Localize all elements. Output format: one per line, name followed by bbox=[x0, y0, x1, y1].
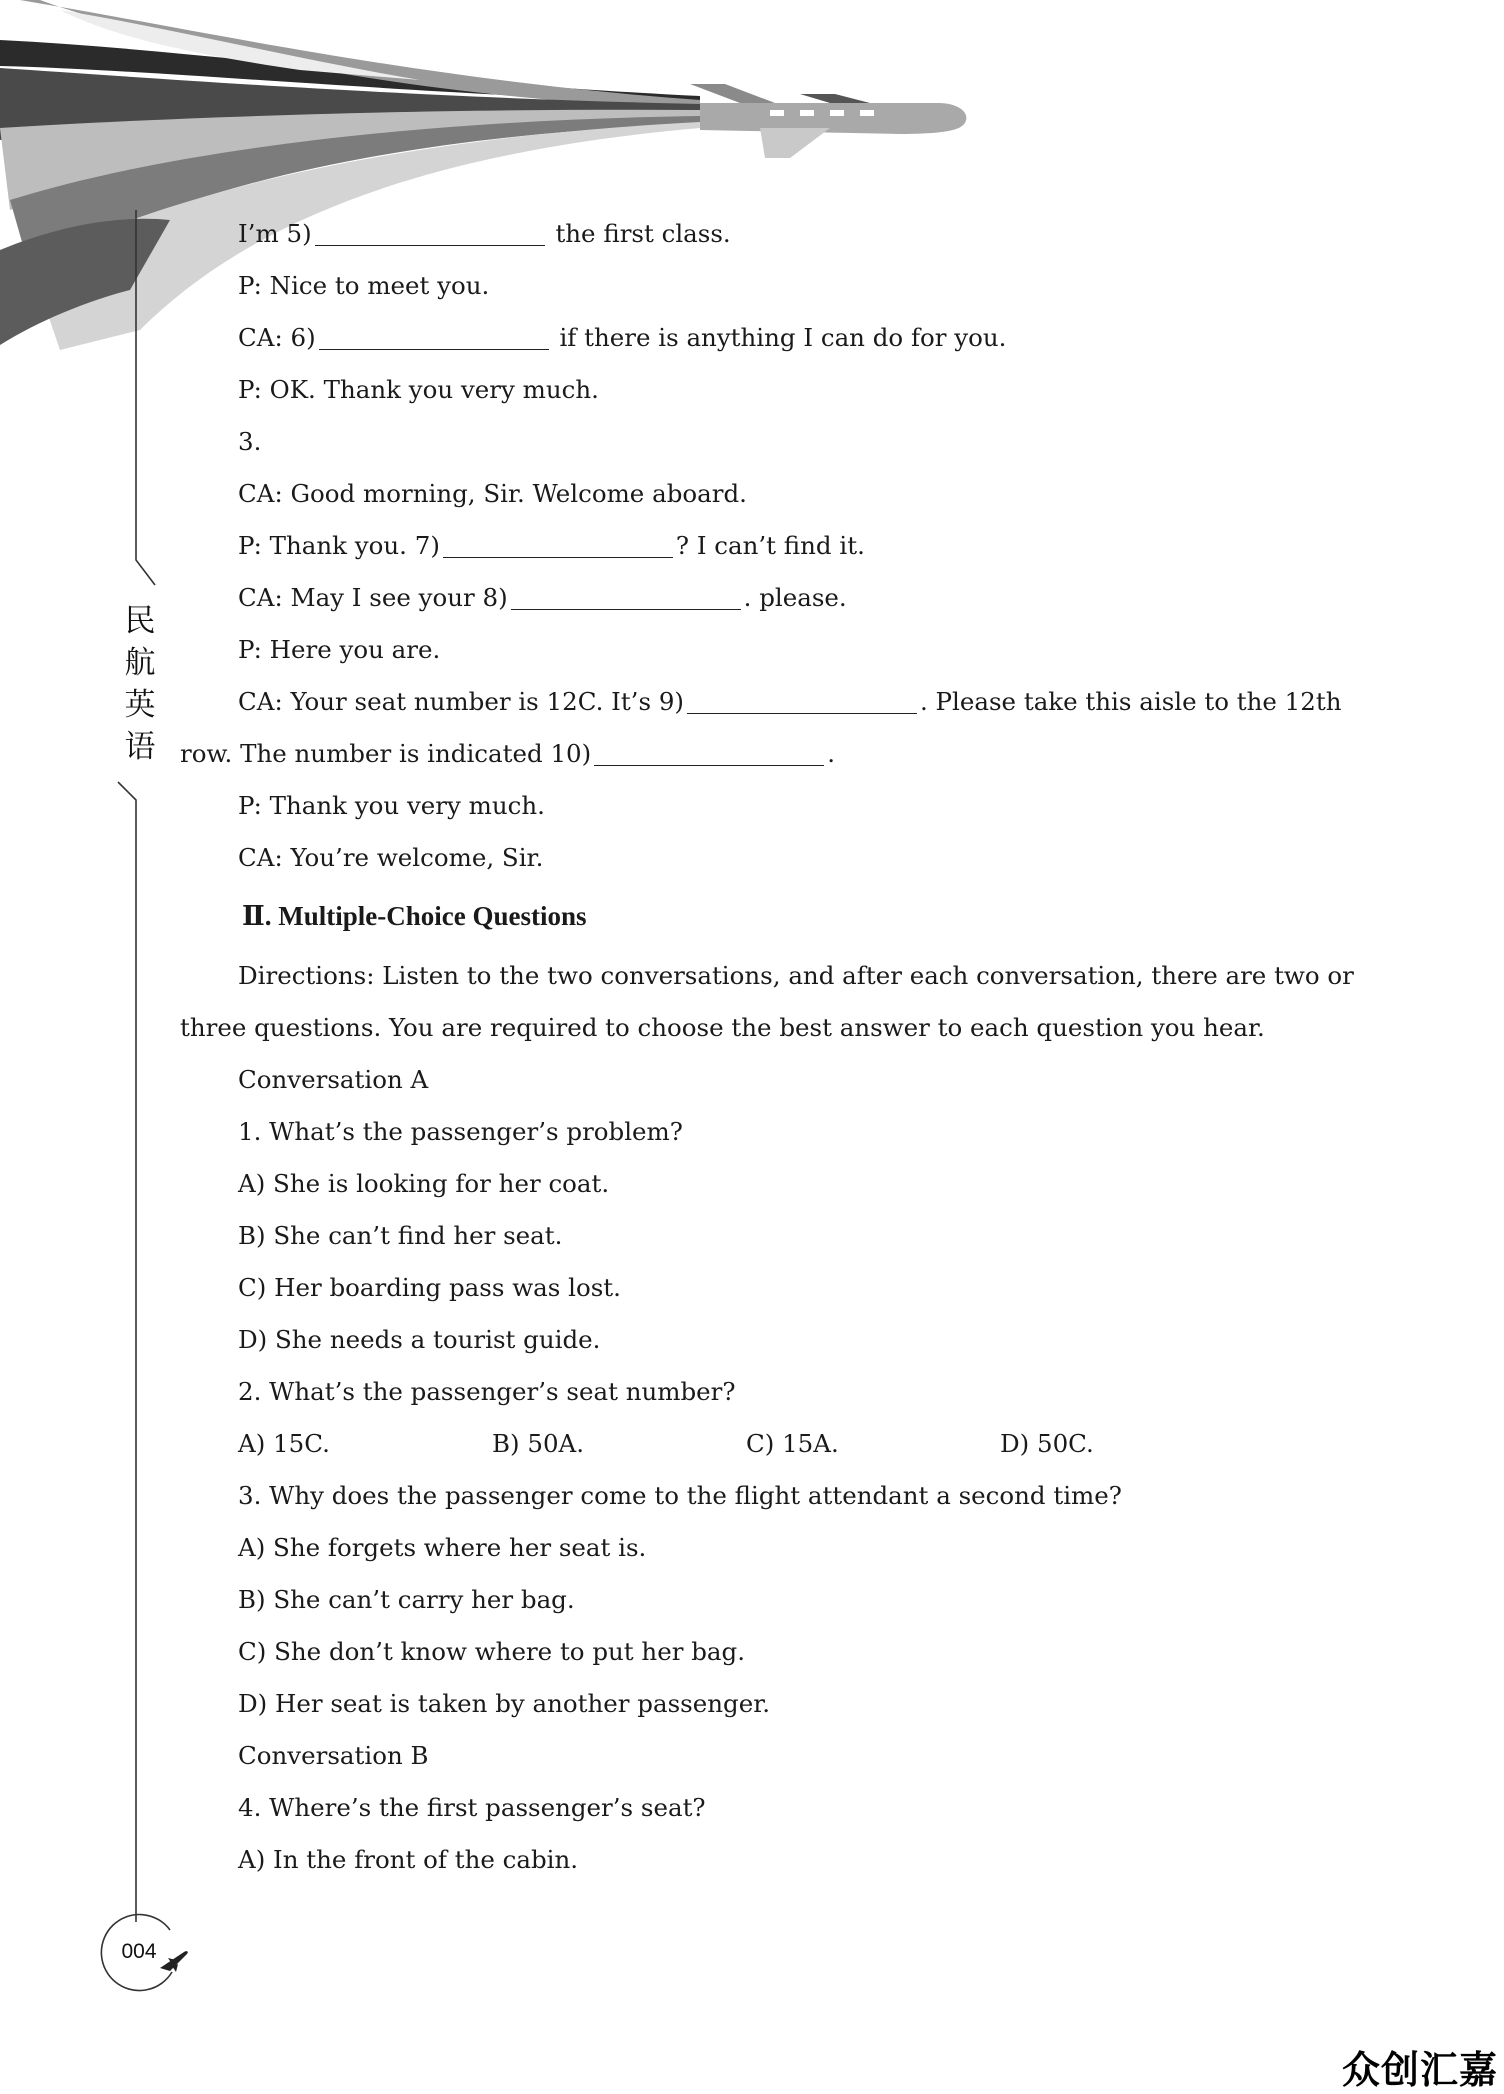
question: 1. What’s the passenger’s problem? bbox=[238, 1117, 683, 1146]
option[interactable]: C) Her boarding pass was lost. bbox=[238, 1273, 621, 1302]
watermark-logo: 众创汇嘉 bbox=[1341, 2048, 1498, 2092]
section-heading: Ⅱ. Multiple-Choice Questions bbox=[242, 901, 587, 931]
dialogue-line bbox=[238, 530, 865, 562]
conversation-label: Conversation B bbox=[238, 1741, 429, 1770]
option[interactable]: D) 50C. bbox=[1000, 1429, 1094, 1458]
dialogue-text: ? I can’t find it. bbox=[675, 531, 865, 560]
question: 4. Where’s the first passenger’s seat? bbox=[238, 1793, 706, 1822]
book-title-char: 民 bbox=[124, 603, 156, 639]
question: 2. What’s the passenger’s seat number? bbox=[238, 1377, 736, 1406]
option[interactable]: C) 15A. bbox=[746, 1429, 839, 1458]
answer-blank-7[interactable] bbox=[443, 533, 673, 558]
option[interactable]: A) She forgets where her seat is. bbox=[238, 1533, 647, 1562]
answer-blank-6[interactable] bbox=[319, 325, 549, 350]
dialogue-line: P: Here you are. bbox=[238, 635, 441, 664]
dialogue-line: CA: Good morning, Sir. Welcome aboard. bbox=[238, 479, 747, 508]
dialogue-text: CA: 6) bbox=[238, 323, 316, 352]
page-number: 004 bbox=[121, 1940, 157, 1963]
dialogue-line bbox=[238, 582, 847, 614]
airplane-icon bbox=[690, 84, 966, 158]
book-title-char: 语 bbox=[124, 729, 156, 765]
option[interactable]: B) She can’t carry her bag. bbox=[238, 1585, 575, 1614]
dialogue-line: P: OK. Thank you very much. bbox=[238, 375, 599, 404]
side-margin-line bbox=[0, 0, 200, 2094]
dialogue-number: 3. bbox=[238, 427, 262, 456]
option[interactable]: D) Her seat is taken by another passenger. bbox=[238, 1689, 771, 1718]
dialogue-line: CA: You’re welcome, Sir. bbox=[238, 843, 544, 872]
dialogue-text: row. The number is indicated 10) bbox=[180, 739, 592, 768]
option[interactable]: A) In the front of the cabin. bbox=[238, 1845, 579, 1874]
option[interactable]: D) She needs a tourist guide. bbox=[238, 1325, 601, 1354]
answer-blank-10[interactable] bbox=[594, 741, 824, 766]
book-title-char: 航 bbox=[124, 645, 156, 681]
dialogue-text: if there is anything I can do for you. bbox=[559, 323, 1007, 352]
dialogue-line bbox=[238, 322, 1006, 354]
dialogue-line bbox=[238, 218, 731, 250]
book-title-char: 英 bbox=[124, 687, 156, 723]
dialogue-text: the first class. bbox=[555, 219, 731, 248]
directions-line: Directions: Listen to the two conversations, and after each conversation, there are two or bbox=[238, 961, 1354, 990]
conversation-label: Conversation A bbox=[238, 1065, 429, 1094]
option[interactable]: A) She is looking for her coat. bbox=[238, 1169, 610, 1198]
dialogue-text: . please. bbox=[743, 583, 847, 612]
dialogue-text: I’m 5) bbox=[238, 219, 312, 248]
answer-blank-5[interactable] bbox=[315, 221, 545, 246]
dialogue-line: P: Nice to meet you. bbox=[238, 271, 490, 300]
dialogue-text: . bbox=[827, 739, 835, 768]
dialogue-text: CA: May I see your 8) bbox=[238, 583, 508, 612]
question: 3. Why does the passenger come to the flight attendant a second time? bbox=[238, 1481, 1122, 1510]
dialogue-text: P: Thank you. 7) bbox=[238, 531, 440, 560]
option[interactable]: B) 50A. bbox=[492, 1429, 585, 1458]
option[interactable]: A) 15C. bbox=[238, 1429, 330, 1458]
answer-blank-9[interactable] bbox=[687, 689, 917, 714]
answer-blank-8[interactable] bbox=[511, 585, 741, 610]
directions-line: three questions. You are required to choose the best answer to each question you hear. bbox=[180, 1013, 1265, 1042]
dialogue-line: P: Thank you very much. bbox=[238, 791, 545, 820]
dialogue-text: CA: Your seat number is 12C. It’s 9) bbox=[238, 687, 684, 716]
option[interactable]: B) She can’t find her seat. bbox=[238, 1221, 563, 1250]
dialogue-line bbox=[180, 738, 835, 770]
option[interactable]: C) She don’t know where to put her bag. bbox=[238, 1637, 745, 1666]
small-airplane-icon bbox=[158, 1944, 190, 1976]
dialogue-line bbox=[238, 686, 1342, 718]
book-title-vertical bbox=[120, 600, 160, 768]
dialogue-text: . Please take this aisle to the 12th bbox=[919, 687, 1342, 716]
